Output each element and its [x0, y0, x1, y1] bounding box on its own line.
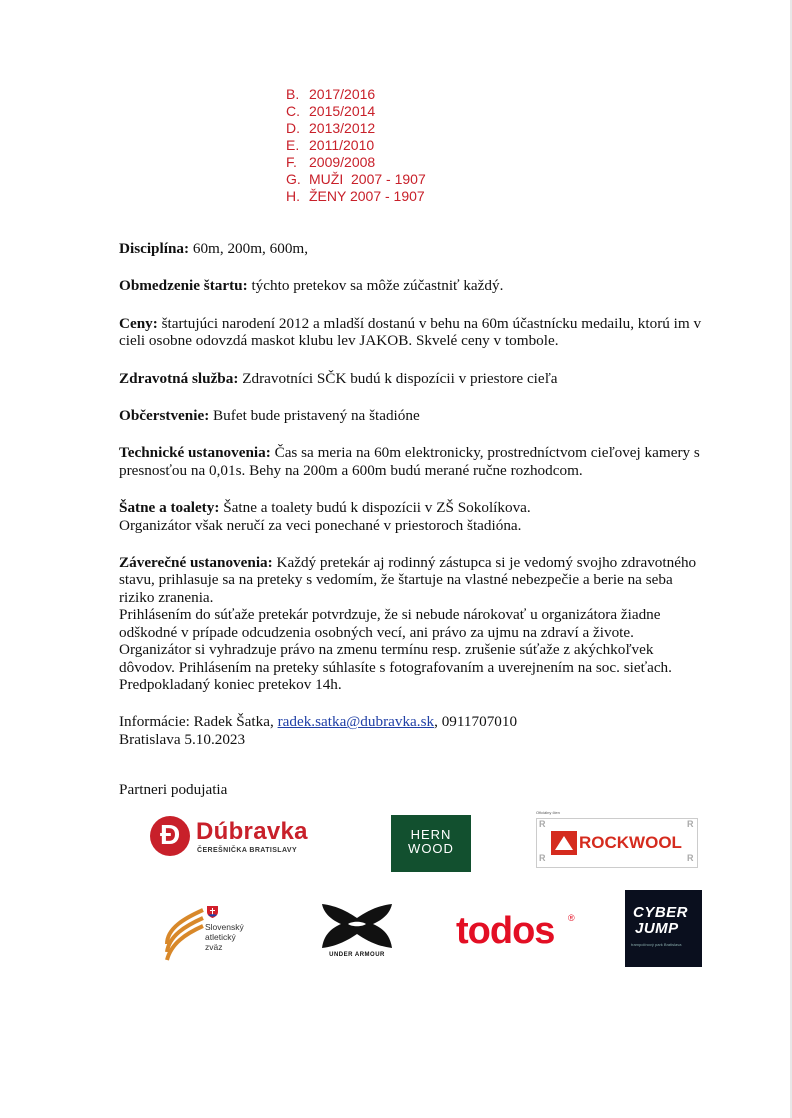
cyberjump-logo: CYBER JUMP trampolínový park Bratislava [625, 890, 702, 967]
category-item: G. MUŽI 2007 - 1907 [286, 171, 426, 187]
category-list [286, 86, 426, 205]
hernwood-logo: HERN WOOD [391, 815, 471, 872]
saz-logo: Slovenský atletický zväz [165, 904, 260, 962]
category-item: D. 2013/2012 [286, 120, 376, 136]
section-ceny: Ceny: štartujúci narodení 2012 a mladší dostanú v behu na 60m účastnícku medailu, ktorú im v cieli osobne odovzdá maskot klubu lev JAKOB. Skvelé ceny v tombole. [119, 314, 702, 350]
section-disciplina: Disciplína: 60m, 200m, 600m, [119, 240, 309, 257]
section-zaverecne-p3: Organizátor si vyhradzuje právo na zmenu termínu resp. zrušenie súťaže z akýchkoľvek dôvodov. Prihlásením na preteky súhlasíte s fotografovaním a uverejnením na soc. sieťach. [119, 641, 672, 676]
under-armour-mark-icon [318, 902, 396, 950]
dubravka-logo: Đ Dúbravka ČEREŠNIČKA BRATISLAVY [150, 816, 310, 860]
category-item: E. 2011/2010 [286, 137, 375, 153]
section-technicke: Technické ustanovenia: Čas sa meria na 60m elektronicky, prostredníctvom cieľovej kamery s presnosťou na 0,01s. Behy na 200m a 600m budú merané ručne rozhodcom. [119, 444, 700, 479]
category-item: H. ŽENY 2007 - 1907 [286, 188, 425, 204]
email-link[interactable]: radek.satka@dubravka.sk [277, 713, 435, 731]
category-item: C. 2015/2014 [286, 103, 376, 119]
section-obmedzenie: Obmedzenie štartu: týchto pretekov sa môže zúčastniť každý. [119, 277, 504, 295]
document-body [119, 240, 709, 748]
section-zdravotna: Zdravotná služba: Zdravotníci SČK budú k dispozícii v priestore cieľa [119, 369, 558, 387]
category-item: F. 2009/2008 [286, 154, 376, 170]
section-zaverecne-p2: Prihlásením do súťaže pretekár potvrdzuje, že si nebude nárokovať u organizátora žiadne odškodné v prípade odcudzenia osobných vecí, ani právo za ujmu na zdraví a živote. [119, 606, 661, 641]
section-zaverecne-p4: Predpokladaný koniec pretekov 14h. [119, 675, 342, 693]
rockwool-logo: Oficiálny člen R R R R ROCKWOOL [536, 810, 698, 868]
partners-heading: Partneri podujatia [119, 781, 228, 798]
under-armour-logo: UNDER ARMOUR [318, 902, 396, 962]
section-obcerstvenie: Občerstvenie: Bufet bude pristavený na štadióne [119, 407, 420, 425]
slovak-crest-icon [207, 906, 218, 918]
rockwool-mark-icon [551, 831, 577, 855]
section-satne: Šatne a toalety: Šatne a toalety budú k dispozícii v ZŠ Sokolíkova. [119, 499, 531, 517]
place-date: Bratislava 5.10.2023 [119, 730, 246, 748]
info-line: Informácie: Radek Šatka, radek.satka@dubravka.sk, 0911707010 [119, 713, 518, 731]
todos-logo: todos ® [456, 910, 575, 952]
category-item: B. 2017/2016 [286, 86, 376, 102]
section-zaverecne: Záverečné ustanovenia: Každý pretekár aj rodinný zástupca si je vedomý svojho zdravotného stavu, prihlasuje sa na preteky s vedomím, že štartuje na vlastné nebezpečie a berie na seba riziko zranenia. [119, 554, 697, 606]
dubravka-emblem-icon: Đ [150, 816, 190, 856]
saz-track-icon [165, 904, 205, 962]
section-satne-line2: Organizátor však neručí za veci ponechané v priestoroch štadióna. [119, 516, 522, 534]
